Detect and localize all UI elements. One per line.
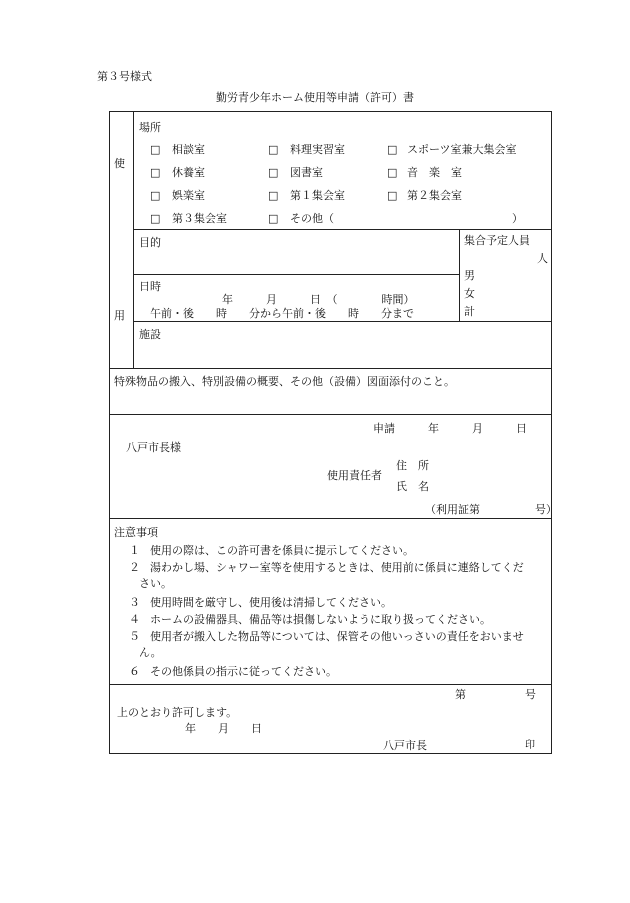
responsible-person-label: 使用責任者 [327, 469, 382, 482]
place-label: 場所 [139, 121, 161, 134]
permit-date: 年 月 日 [185, 722, 262, 735]
note-number: ５ [129, 630, 140, 643]
room-sports-hall: スポーツ室兼大集会室 [407, 143, 517, 156]
note-number: ２ [129, 561, 140, 574]
datetime-label: 日時 [139, 280, 161, 293]
checkbox-icon[interactable]: □ [268, 212, 279, 225]
facility-label: 施設 [139, 328, 161, 341]
room-cooking: 料理実習室 [290, 143, 345, 156]
address-label: 住 所 [396, 459, 429, 472]
use-label-top: 使 [114, 157, 125, 170]
note-number: ３ [129, 596, 140, 609]
form-title: 勤労青少年ホーム使用等申請（許可）書 [216, 91, 414, 104]
purpose-bottom-rule [133, 274, 459, 275]
room-rest: 休養室 [172, 166, 205, 179]
addressee: 八戸市長様 [126, 441, 181, 454]
checkbox-icon[interactable]: □ [150, 166, 161, 179]
note-text: その他係員の指示に従ってください。 [150, 665, 337, 678]
note-number: ４ [129, 613, 140, 626]
room-music: 音 楽 室 [407, 166, 462, 179]
form-number: 第３号様式 [97, 70, 152, 83]
permit-text: 上のとおり許可します。 [117, 706, 238, 719]
checkbox-icon[interactable]: □ [268, 166, 279, 179]
note-text: ホームの設備器具、備品等は損傷しないように取り扱ってください。 [150, 613, 491, 626]
note-number: １ [129, 544, 140, 557]
note-text: 使用の際は、この許可書を係員に提示してください。 [150, 544, 414, 557]
checkbox-icon[interactable]: □ [150, 189, 161, 202]
permit-number-prefix: 第 [455, 688, 466, 701]
place-bottom-rule [133, 229, 552, 230]
attendees-label: 集合予定人員 [464, 234, 530, 247]
room-library: 図書室 [290, 166, 323, 179]
checkbox-icon[interactable]: □ [387, 189, 398, 202]
special-bottom-rule [109, 414, 552, 415]
room-consultation: 相談室 [172, 143, 205, 156]
datetime-bottom-rule [133, 321, 552, 322]
attendees-unit: 人 [537, 252, 548, 265]
note-text-cont: さい。 [139, 577, 172, 590]
room-other-close: ） [512, 212, 523, 225]
note-text-cont: ん。 [139, 646, 162, 659]
application-date: 申請 年 月 日 [373, 422, 527, 435]
note-text: 使用時間を厳守し、使用後は清掃してください。 [150, 596, 392, 609]
note-number: ６ [129, 665, 140, 678]
license-number: （利用証第 号） [425, 503, 557, 516]
use-label-bottom: 用 [114, 309, 125, 322]
purpose-label: 目的 [139, 236, 161, 249]
use-column-divider [133, 111, 134, 368]
mayor-label: 八戸市長 [383, 739, 427, 752]
notes-bottom-rule [109, 684, 552, 685]
application-bottom-rule [109, 518, 552, 519]
use-bottom-rule [109, 368, 552, 369]
name-label: 氏 名 [396, 480, 429, 493]
datetime-date-line: 年 月 日 （ 時間） [222, 293, 415, 306]
permit-number-suffix: 号 [525, 688, 536, 701]
room-other: その他（ [290, 212, 334, 225]
attendees-total: 計 [464, 305, 475, 318]
special-items-text: 特殊物品の搬入、特別設備の概要、その他（設備）図面添付のこと。 [114, 375, 455, 388]
checkbox-icon[interactable]: □ [150, 143, 161, 156]
attendees-female: 女 [464, 287, 475, 300]
attendees-male: 男 [464, 269, 475, 282]
note-text: 湯わかし場、シャワー室等を使用するときは、使用前に係員に連絡してくだ [150, 561, 524, 574]
checkbox-icon[interactable]: □ [268, 143, 279, 156]
checkbox-icon[interactable]: □ [268, 189, 279, 202]
attendees-divider [459, 229, 460, 321]
room-meeting-3: 第３集会室 [172, 212, 227, 225]
checkbox-icon[interactable]: □ [387, 143, 398, 156]
checkbox-icon[interactable]: □ [150, 212, 161, 225]
room-recreation: 娯楽室 [172, 189, 205, 202]
room-meeting-2: 第２集会室 [407, 189, 462, 202]
notes-heading: 注意事項 [114, 526, 158, 539]
datetime-time-line: 午前・後 時 分から午前・後 時 分まで [150, 307, 414, 320]
seal-icon: 印 [525, 740, 535, 751]
checkbox-icon[interactable]: □ [387, 166, 398, 179]
note-text: 使用者が搬入した物品等については、保管その他いっさいの責任をおいませ [150, 630, 524, 643]
room-meeting-1: 第１集会室 [290, 189, 345, 202]
